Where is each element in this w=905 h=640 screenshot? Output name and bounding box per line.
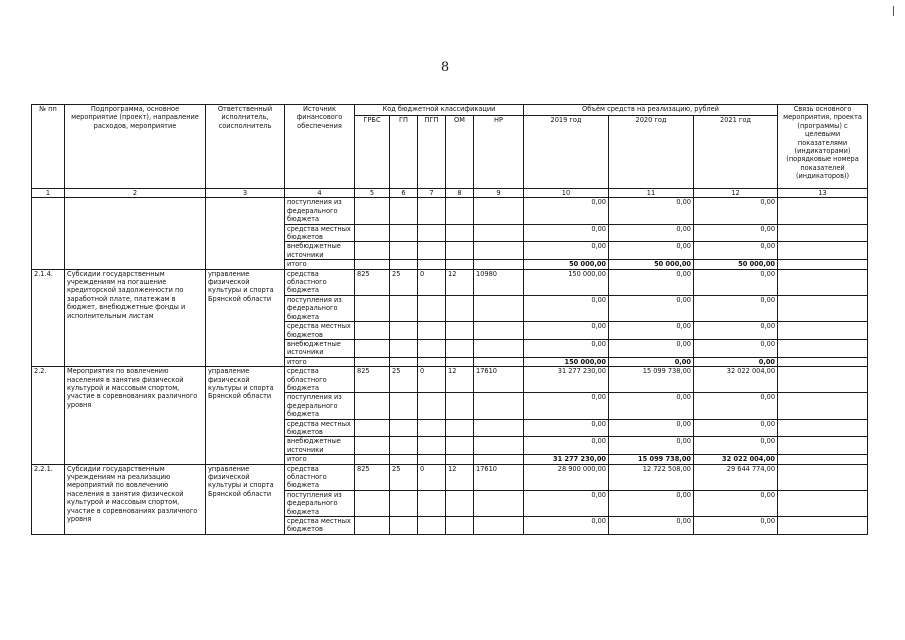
code-nr — [474, 490, 524, 516]
colnum: 9 — [474, 189, 524, 198]
code-nr: 17610 — [474, 464, 524, 490]
code-gp — [390, 437, 418, 455]
funding-source: итого — [285, 357, 355, 366]
amount-2019: 0,00 — [524, 224, 609, 242]
table-body — [32, 198, 868, 534]
code-grbs — [355, 490, 390, 516]
code-nr — [474, 295, 524, 321]
funding-source: внебюджетные источники — [285, 339, 355, 357]
code-gp — [390, 224, 418, 242]
header-2020: 2020 год — [609, 116, 694, 189]
code-grbs — [355, 224, 390, 242]
funding-source: поступления из федерального бюджета — [285, 490, 355, 516]
code-om: 12 — [446, 367, 474, 393]
amount-2019: 0,00 — [524, 490, 609, 516]
code-gp — [390, 242, 418, 260]
amount-2019: 150 000,00 — [524, 269, 609, 295]
code-pgp — [418, 357, 446, 366]
amount-2019: 50 000,00 — [524, 260, 609, 269]
indicator-link — [778, 393, 868, 419]
code-pgp — [418, 322, 446, 340]
code-om — [446, 517, 474, 535]
amount-2021: 0,00 — [694, 437, 778, 455]
colnum: 4 — [285, 189, 355, 198]
indicator-link — [778, 198, 868, 224]
code-om — [446, 357, 474, 366]
amount-2020: 15 099 738,00 — [609, 367, 694, 393]
code-gp — [390, 393, 418, 419]
header-pgp: ПГП — [418, 116, 446, 189]
executor-name: управление физической культуры и спорта Брянской области — [206, 464, 285, 534]
code-grbs — [355, 198, 390, 224]
code-pgp — [418, 393, 446, 419]
indicator-link — [778, 269, 868, 295]
amount-2019: 0,00 — [524, 437, 609, 455]
indicator-link — [778, 224, 868, 242]
code-om — [446, 419, 474, 437]
code-grbs: 825 — [355, 269, 390, 295]
amount-2020: 0,00 — [609, 357, 694, 366]
funding-source: средства областного бюджета — [285, 367, 355, 393]
indicator-link — [778, 367, 868, 393]
code-gp — [390, 322, 418, 340]
amount-2020: 0,00 — [609, 198, 694, 224]
funding-source: средства местных бюджетов — [285, 517, 355, 535]
amount-2021: 32 022 004,00 — [694, 367, 778, 393]
colnum: 2 — [65, 189, 206, 198]
code-grbs — [355, 419, 390, 437]
amount-2020: 0,00 — [609, 322, 694, 340]
code-gp: 25 — [390, 464, 418, 490]
table-header — [32, 105, 868, 198]
amount-2020: 0,00 — [609, 490, 694, 516]
header-executor: Ответственный исполнитель, соисполнитель — [206, 105, 285, 189]
edge-mark — [893, 6, 894, 16]
colnum: 6 — [390, 189, 418, 198]
row-number: 2.2. — [32, 367, 65, 464]
page-number: 8 — [440, 60, 450, 75]
code-nr — [474, 419, 524, 437]
amount-2021: 0,00 — [694, 242, 778, 260]
code-nr: 17610 — [474, 367, 524, 393]
amount-2019: 31 277 230,00 — [524, 455, 609, 464]
table-row — [32, 367, 868, 393]
code-pgp: 0 — [418, 464, 446, 490]
indicator-link — [778, 295, 868, 321]
indicator-link — [778, 357, 868, 366]
indicator-link — [778, 339, 868, 357]
amount-2021: 0,00 — [694, 295, 778, 321]
amount-2020: 0,00 — [609, 517, 694, 535]
code-gp — [390, 198, 418, 224]
amount-2019: 0,00 — [524, 322, 609, 340]
amount-2020: 0,00 — [609, 295, 694, 321]
indicator-link — [778, 260, 868, 269]
funding-source: итого — [285, 455, 355, 464]
header-om: ОМ — [446, 116, 474, 189]
code-pgp: 0 — [418, 269, 446, 295]
table-row — [32, 198, 868, 224]
amount-2019: 0,00 — [524, 295, 609, 321]
colnum: 11 — [609, 189, 694, 198]
code-pgp — [418, 198, 446, 224]
code-pgp — [418, 260, 446, 269]
code-nr — [474, 357, 524, 366]
code-om — [446, 198, 474, 224]
header-budget-group: Код бюджетной классификации — [355, 105, 524, 116]
code-pgp — [418, 242, 446, 260]
code-nr — [474, 393, 524, 419]
amount-2021: 0,00 — [694, 269, 778, 295]
table-row — [32, 464, 868, 490]
code-grbs — [355, 295, 390, 321]
amount-2019: 150 000,00 — [524, 357, 609, 366]
amount-2019: 0,00 — [524, 517, 609, 535]
amount-2020: 0,00 — [609, 242, 694, 260]
code-gp — [390, 419, 418, 437]
header-source: Источник финансового обеспечения — [285, 105, 355, 189]
code-om — [446, 339, 474, 357]
code-pgp — [418, 437, 446, 455]
amount-2021: 0,00 — [694, 393, 778, 419]
amount-2021: 0,00 — [694, 357, 778, 366]
header-gp: ГП — [390, 116, 418, 189]
amount-2021: 29 644 774,00 — [694, 464, 778, 490]
code-om — [446, 455, 474, 464]
indicator-link — [778, 455, 868, 464]
table-row — [32, 269, 868, 295]
code-nr — [474, 198, 524, 224]
code-pgp — [418, 419, 446, 437]
indicator-link — [778, 490, 868, 516]
code-gp — [390, 517, 418, 535]
activity-name — [65, 198, 206, 269]
code-nr — [474, 437, 524, 455]
row-number: 2.2.1. — [32, 464, 65, 534]
column-number-row — [32, 189, 868, 198]
funding-source: средства местных бюджетов — [285, 322, 355, 340]
funding-source: средства местных бюджетов — [285, 224, 355, 242]
header-funds-group: Объём средств на реализацию, рублей — [524, 105, 778, 116]
funding-source: средства местных бюджетов — [285, 419, 355, 437]
code-om — [446, 242, 474, 260]
code-nr — [474, 224, 524, 242]
code-grbs — [355, 437, 390, 455]
code-pgp — [418, 224, 446, 242]
indicator-link — [778, 517, 868, 535]
code-grbs — [355, 322, 390, 340]
funding-source: внебюджетные источники — [285, 437, 355, 455]
header-link: Связь основного мероприятия, проекта (программы) с целевыми показателями (индикаторами) (порядковые номера показателей (индикаторов)) — [778, 105, 868, 189]
colnum: 10 — [524, 189, 609, 198]
colnum: 5 — [355, 189, 390, 198]
amount-2019: 0,00 — [524, 419, 609, 437]
amount-2021: 0,00 — [694, 490, 778, 516]
code-om — [446, 322, 474, 340]
amount-2019: 0,00 — [524, 198, 609, 224]
indicator-link — [778, 419, 868, 437]
indicator-link — [778, 322, 868, 340]
code-grbs — [355, 455, 390, 464]
code-om — [446, 437, 474, 455]
amount-2020: 0,00 — [609, 419, 694, 437]
code-om — [446, 490, 474, 516]
colnum: 7 — [418, 189, 446, 198]
code-nr — [474, 322, 524, 340]
activity-name: Субсидии государственным учреждениям на реализацию мероприятий по вовлечению населения в занятия физической культурой и массовым спортом, участие в соревнованиях различного уровня — [65, 464, 206, 534]
colnum: 1 — [32, 189, 65, 198]
code-gp — [390, 490, 418, 516]
funding-table — [31, 104, 868, 535]
code-om — [446, 393, 474, 419]
amount-2021: 50 000,00 — [694, 260, 778, 269]
funding-source: средства областного бюджета — [285, 269, 355, 295]
funding-source: поступления из федерального бюджета — [285, 295, 355, 321]
code-gp: 25 — [390, 269, 418, 295]
code-nr: 10980 — [474, 269, 524, 295]
amount-2020: 50 000,00 — [609, 260, 694, 269]
amount-2021: 0,00 — [694, 198, 778, 224]
amount-2021: 0,00 — [694, 517, 778, 535]
amount-2019: 0,00 — [524, 393, 609, 419]
code-gp — [390, 295, 418, 321]
indicator-link — [778, 464, 868, 490]
amount-2020: 0,00 — [609, 224, 694, 242]
funding-source: поступления из федерального бюджета — [285, 393, 355, 419]
code-nr — [474, 260, 524, 269]
amount-2020: 0,00 — [609, 339, 694, 357]
header-grbs: ГРБС — [355, 116, 390, 189]
amount-2020: 0,00 — [609, 437, 694, 455]
code-pgp — [418, 490, 446, 516]
code-pgp — [418, 517, 446, 535]
executor-name — [206, 198, 285, 269]
code-gp — [390, 455, 418, 464]
code-nr — [474, 339, 524, 357]
header-program: Подпрограмма, основное мероприятие (проект), направление расходов, мероприятие — [65, 105, 206, 189]
code-gp — [390, 260, 418, 269]
code-grbs — [355, 242, 390, 260]
code-om — [446, 260, 474, 269]
code-om — [446, 295, 474, 321]
colnum: 8 — [446, 189, 474, 198]
row-number: 2.1.4. — [32, 269, 65, 366]
code-grbs — [355, 393, 390, 419]
amount-2019: 0,00 — [524, 242, 609, 260]
code-grbs — [355, 260, 390, 269]
header-num: № пп — [32, 105, 65, 189]
colnum: 12 — [694, 189, 778, 198]
executor-name: управление физической культуры и спорта Брянской области — [206, 269, 285, 366]
code-om: 12 — [446, 464, 474, 490]
code-grbs — [355, 339, 390, 357]
funding-source: внебюджетные источники — [285, 242, 355, 260]
amount-2020: 0,00 — [609, 269, 694, 295]
indicator-link — [778, 437, 868, 455]
code-nr — [474, 242, 524, 260]
executor-name: управление физической культуры и спорта Брянской области — [206, 367, 285, 464]
code-nr — [474, 455, 524, 464]
header-2021: 2021 год — [694, 116, 778, 189]
amount-2019: 28 900 000,00 — [524, 464, 609, 490]
code-pgp — [418, 339, 446, 357]
funding-source: поступления из федерального бюджета — [285, 198, 355, 224]
header-nr: НР — [474, 116, 524, 189]
code-pgp — [418, 295, 446, 321]
code-grbs: 825 — [355, 464, 390, 490]
amount-2021: 0,00 — [694, 224, 778, 242]
amount-2020: 12 722 508,00 — [609, 464, 694, 490]
amount-2021: 32 022 004,00 — [694, 455, 778, 464]
amount-2019: 0,00 — [524, 339, 609, 357]
code-pgp — [418, 455, 446, 464]
amount-2020: 15 099 738,00 — [609, 455, 694, 464]
row-number — [32, 198, 65, 269]
code-nr — [474, 517, 524, 535]
funding-source: средства областного бюджета — [285, 464, 355, 490]
amount-2021: 0,00 — [694, 419, 778, 437]
code-om — [446, 224, 474, 242]
code-gp — [390, 339, 418, 357]
code-grbs: 825 — [355, 367, 390, 393]
colnum: 13 — [778, 189, 868, 198]
indicator-link — [778, 242, 868, 260]
activity-name: Субсидии государственным учреждениям на погашение кредиторской задолженности по заработной плате, платежам в бюджет, внебюджетные фонды и исполнительным листам — [65, 269, 206, 366]
amount-2021: 0,00 — [694, 339, 778, 357]
amount-2021: 0,00 — [694, 322, 778, 340]
code-pgp: 0 — [418, 367, 446, 393]
amount-2020: 0,00 — [609, 393, 694, 419]
code-grbs — [355, 357, 390, 366]
amount-2019: 31 277 230,00 — [524, 367, 609, 393]
code-grbs — [355, 517, 390, 535]
colnum: 3 — [206, 189, 285, 198]
header-2019: 2019 год — [524, 116, 609, 189]
activity-name: Мероприятия по вовлечению населения в занятия физической культурой и массовым спортом, участие в соревнованиях различного уровня — [65, 367, 206, 464]
code-gp: 25 — [390, 367, 418, 393]
code-om: 12 — [446, 269, 474, 295]
funding-source: итого — [285, 260, 355, 269]
code-gp — [390, 357, 418, 366]
